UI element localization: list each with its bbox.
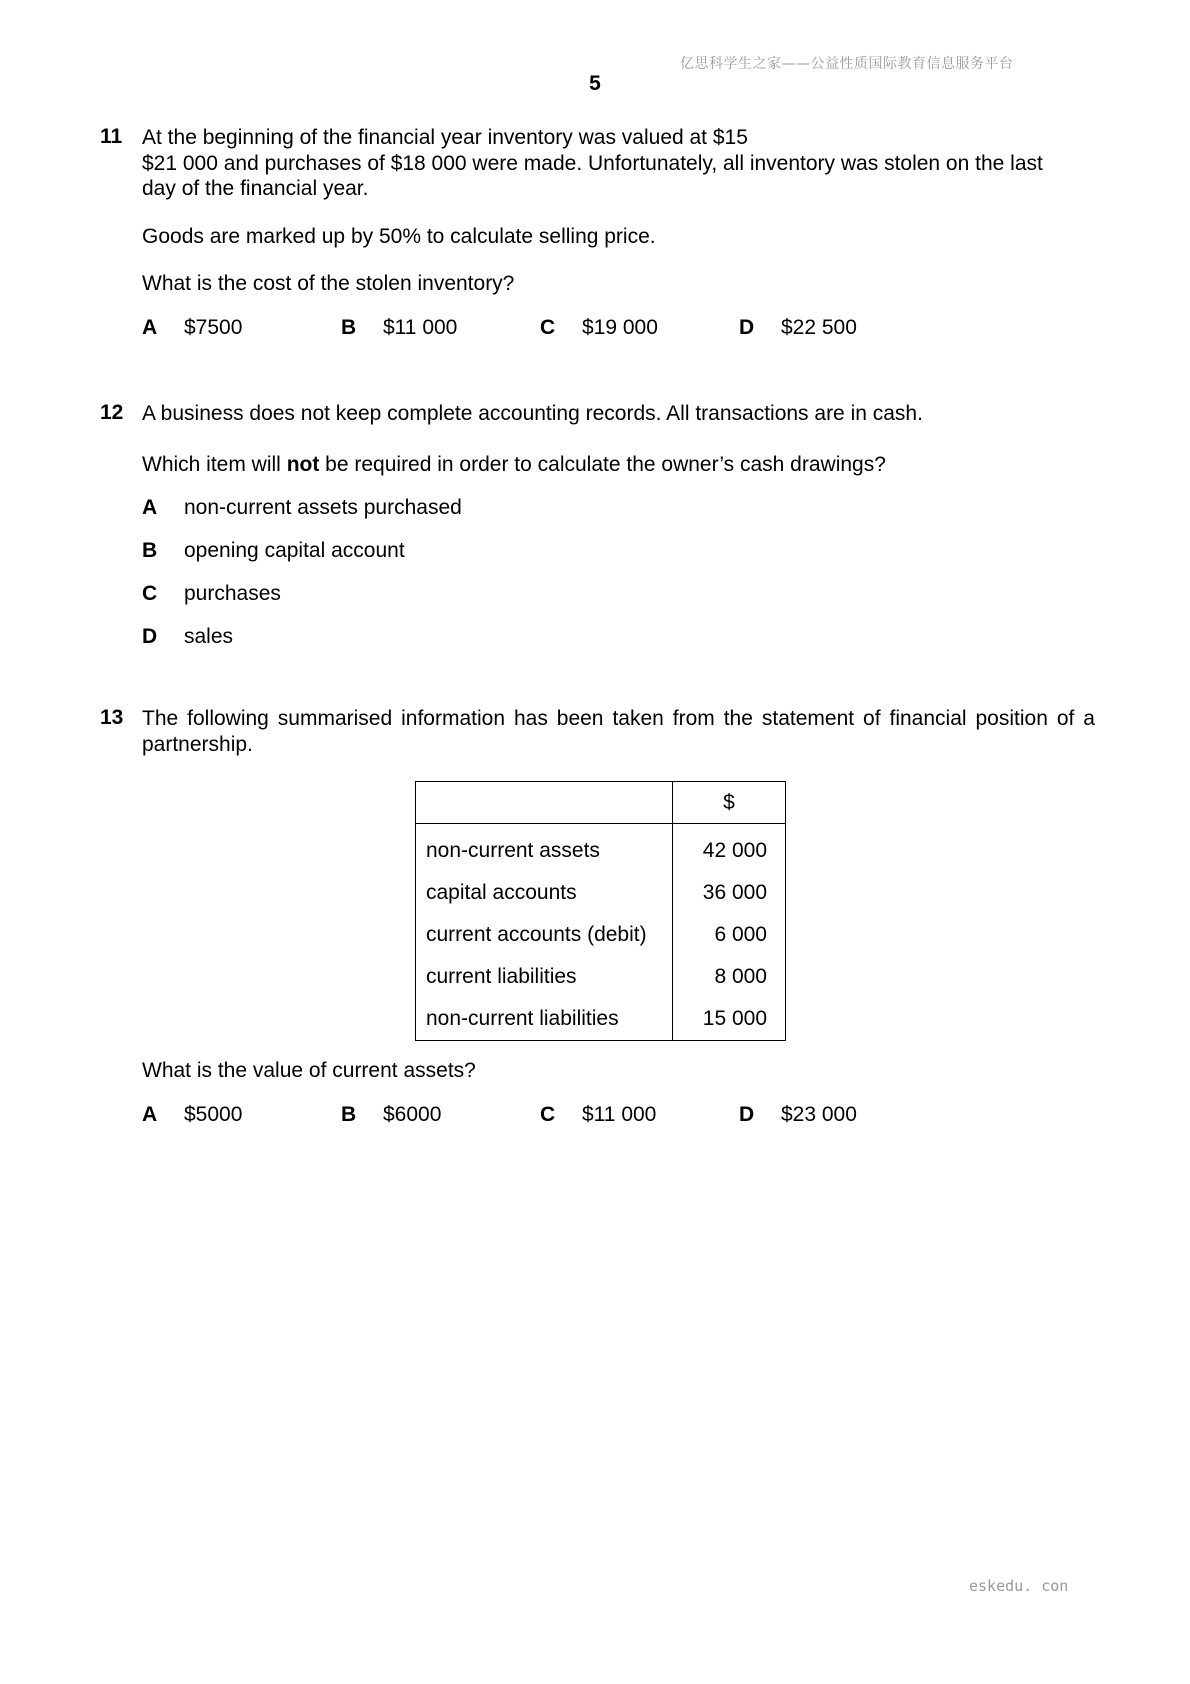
option-letter: D xyxy=(739,315,755,339)
question-prompt: Which item will not be required in order to calculate the owner’s cash drawings? xyxy=(142,452,886,476)
row-label: non-current liabilities xyxy=(416,998,673,1041)
option-text: $11 000 xyxy=(582,1102,657,1126)
option-letter: B xyxy=(341,315,357,339)
option-text: $23 000 xyxy=(781,1102,857,1126)
table-row xyxy=(416,956,786,998)
option-a[interactable] xyxy=(142,1102,242,1128)
answer-options xyxy=(142,315,1095,341)
option-c[interactable] xyxy=(540,1102,656,1128)
option-text: $19 000 xyxy=(582,315,658,339)
question-13 xyxy=(100,706,1095,757)
table-row xyxy=(416,998,786,1041)
option-text: $11 000 xyxy=(383,315,458,339)
option-text: $5000 xyxy=(184,1102,243,1126)
option-text: sales xyxy=(184,625,234,648)
question-paragraph: Goods are marked up by 50% to calculate selling price. xyxy=(142,224,656,248)
row-label: non-current assets xyxy=(416,824,673,873)
row-value: 42 000 xyxy=(673,824,786,873)
row-value: 15 000 xyxy=(673,998,786,1041)
answer-options xyxy=(142,495,1095,650)
row-value: 8 000 xyxy=(673,956,786,998)
financial-position-table xyxy=(415,781,786,1041)
option-letter: A xyxy=(142,496,158,519)
question-stem: The following summarised information has been taken from the statement of financial position of a partnership. xyxy=(142,707,1095,756)
option-d[interactable] xyxy=(739,1102,857,1128)
row-label: current accounts (debit) xyxy=(416,914,673,956)
option-letter: C xyxy=(540,1102,556,1126)
option-letter: A xyxy=(142,315,158,339)
question-stem-line: At the beginning of the financial year inventory was valued at $15 xyxy=(142,126,748,149)
option-letter: A xyxy=(142,1102,158,1126)
answer-options xyxy=(142,1102,1095,1128)
row-value: 6 000 xyxy=(673,914,786,956)
option-text: $6000 xyxy=(383,1102,442,1126)
option-c[interactable] xyxy=(142,581,1095,607)
question-13-prompt-block xyxy=(100,1058,1095,1128)
option-letter: D xyxy=(142,625,158,648)
option-a[interactable] xyxy=(142,495,1095,521)
question-12 xyxy=(100,401,1095,667)
option-text: $7500 xyxy=(184,315,243,339)
question-prompt: What is the cost of the stolen inventory? xyxy=(142,272,515,295)
footer-watermark: eskedu. con xyxy=(969,1577,1069,1595)
option-text: opening capital account xyxy=(184,539,405,562)
option-c[interactable] xyxy=(540,315,658,341)
option-letter: B xyxy=(142,539,158,562)
option-letter: D xyxy=(739,1102,755,1126)
option-letter: C xyxy=(540,315,556,339)
option-text: non-current assets purchased xyxy=(184,496,462,519)
table-row xyxy=(416,872,786,914)
table-header-row xyxy=(416,782,786,824)
question-number: 13 xyxy=(100,706,124,729)
option-letter: C xyxy=(142,582,158,605)
page-number: 5 xyxy=(589,72,601,95)
question-number: 11 xyxy=(100,125,123,148)
option-b[interactable] xyxy=(341,315,457,341)
option-text: $22 500 xyxy=(781,315,857,339)
row-value: 36 000 xyxy=(673,872,786,914)
option-text: purchases xyxy=(184,582,281,605)
question-stem-line: day of the financial year. xyxy=(142,177,369,200)
question-prompt: What is the value of current assets? xyxy=(142,1059,476,1082)
row-label: current liabilities xyxy=(416,956,673,998)
table-row xyxy=(416,914,786,956)
header-watermark: 亿思科学生之家——公益性质国际教育信息服务平台 xyxy=(680,56,1014,72)
question-stem-line: $21 000 and purchases of $18 000 were made. Unfortunately, all inventory was stolen on the last xyxy=(142,151,1043,175)
question-11 xyxy=(100,125,1095,341)
option-b[interactable] xyxy=(142,538,1095,564)
row-label: capital accounts xyxy=(416,872,673,914)
option-a[interactable] xyxy=(142,315,242,341)
currency-header: $ xyxy=(673,782,786,824)
table-row xyxy=(416,824,786,873)
emphasis-not: not xyxy=(286,452,320,476)
question-number: 12 xyxy=(100,401,124,424)
question-stem: A business does not keep complete accounting records. All transactions are in cash. xyxy=(142,402,923,425)
option-d[interactable] xyxy=(142,624,1095,650)
option-letter: B xyxy=(341,1102,357,1126)
option-d[interactable] xyxy=(739,315,857,341)
table-header-blank xyxy=(416,782,673,824)
option-b[interactable] xyxy=(341,1102,441,1128)
